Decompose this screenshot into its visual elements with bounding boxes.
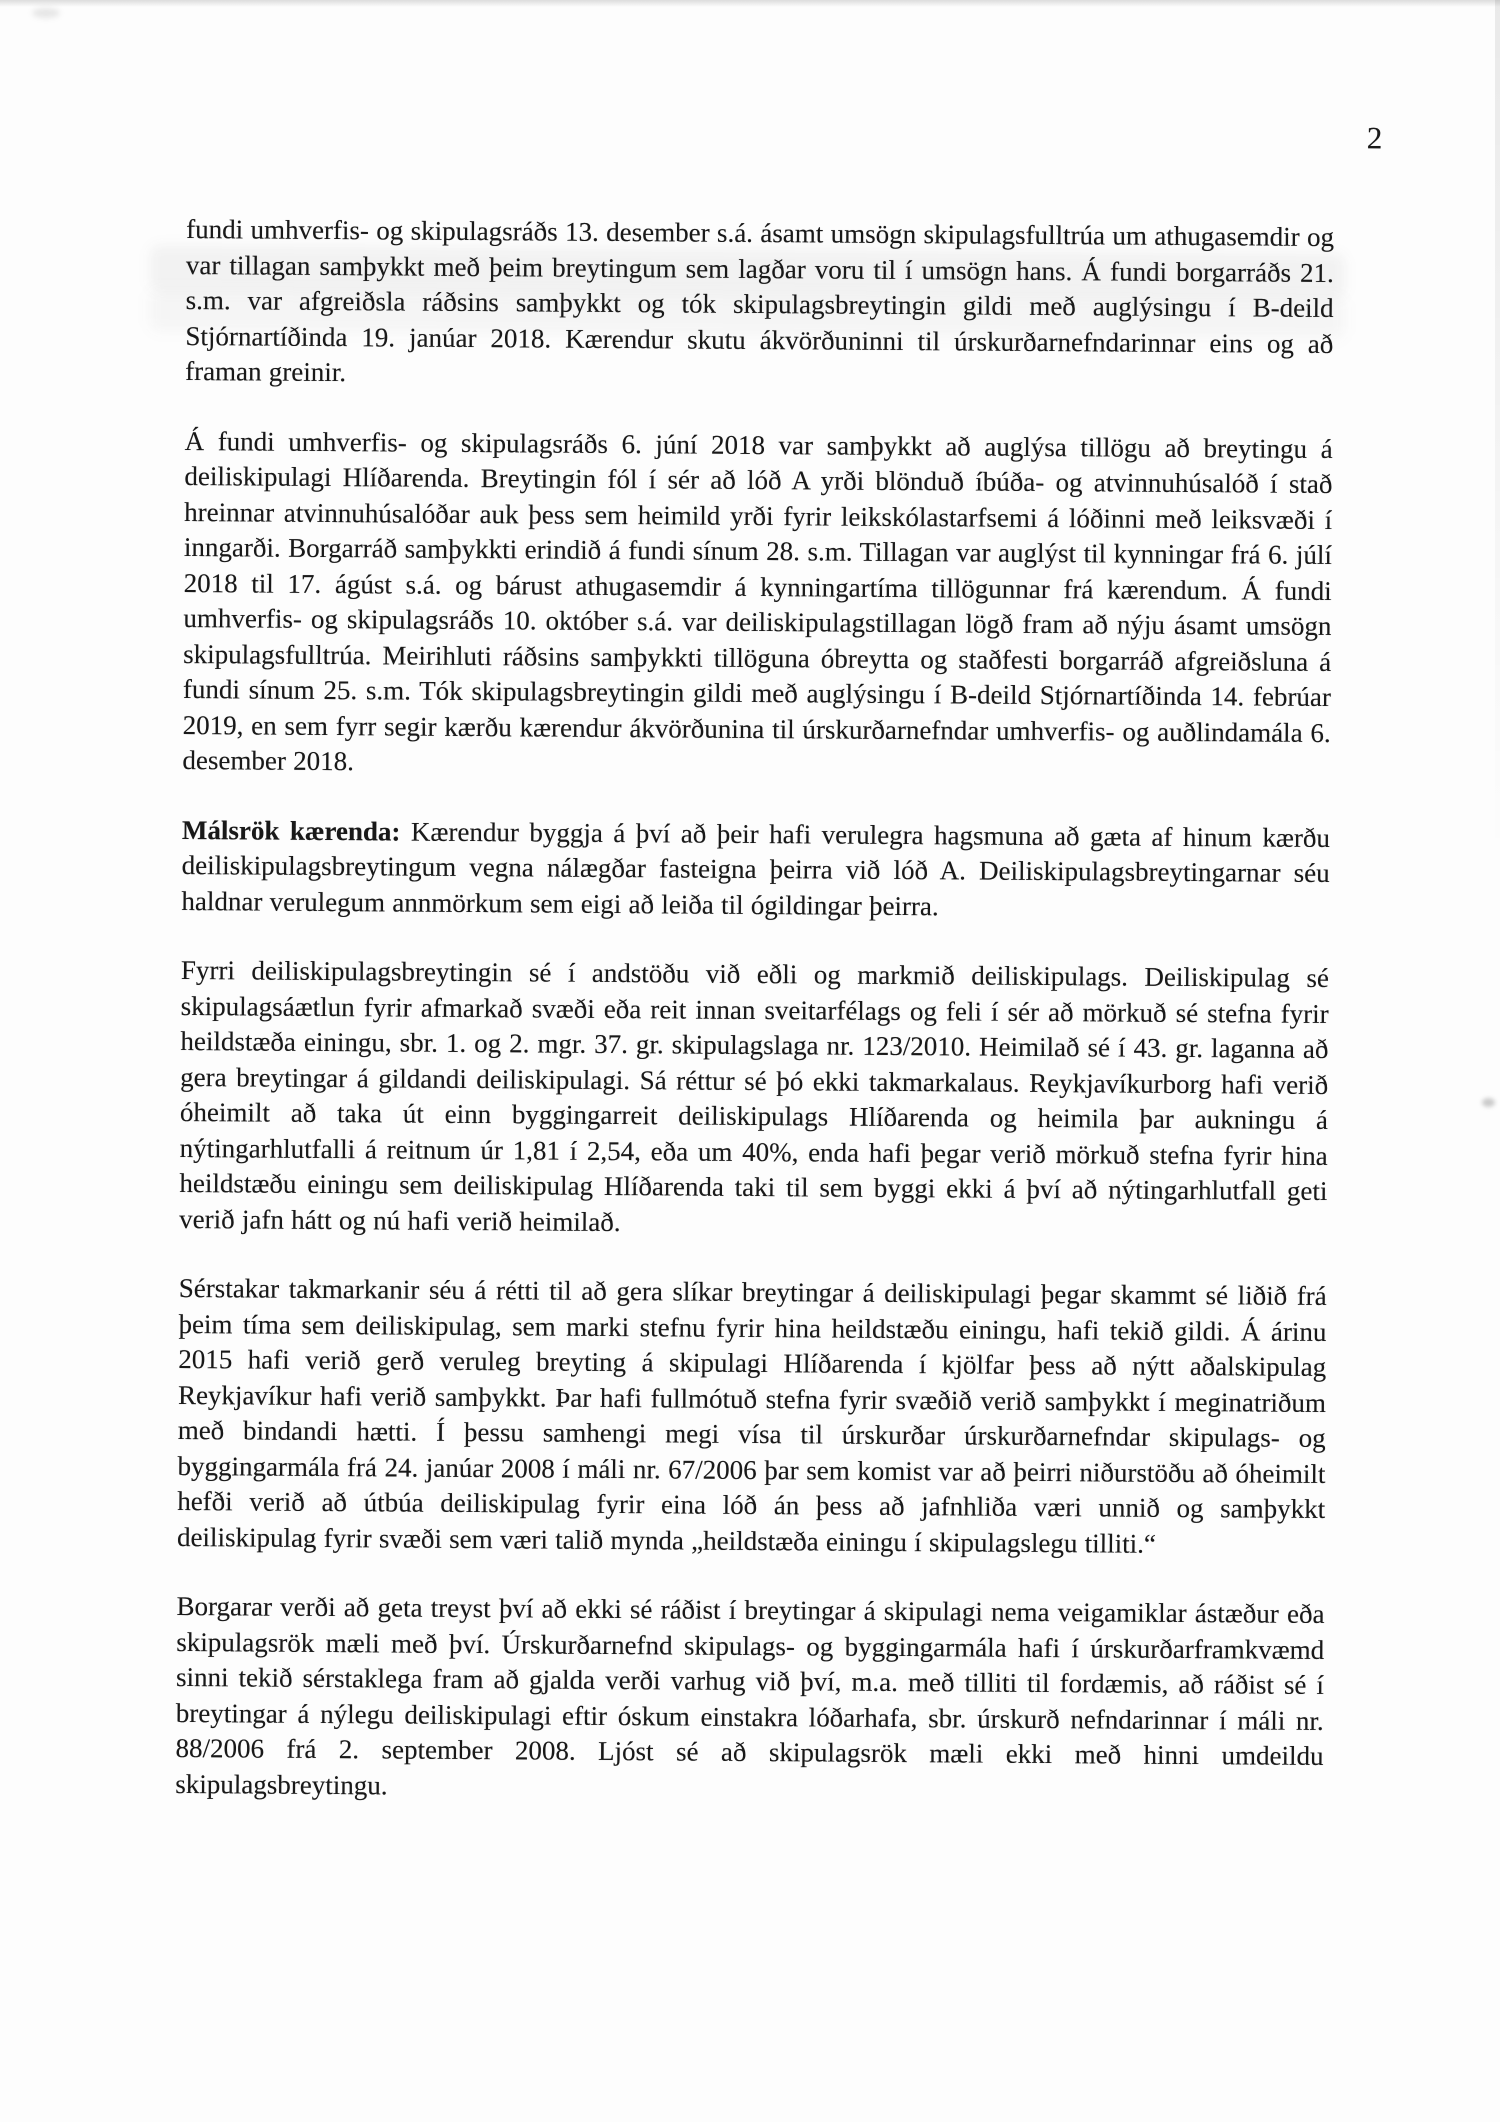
page-number: 2 bbox=[1366, 120, 1383, 156]
paragraph-text: Kærendur byggja á því að þeir hafi verulegra hagsmuna að gæta af hinum kærðu deiliskipulagsbreytingum vegna nálægðar fasteigna þeirra við lóð A. Deiliskipulagsbreytingarnar séu haldnar verulegum annmörkum sem eigi að leiða til ógildingar þeirra. bbox=[181, 816, 1331, 921]
paragraph-text: fundi umhverfis- og skipulagsráðs 13. desember s.á. ásamt umsögn skipulagsfulltrúa um athugasemdir og var tillagan samþykkt með þeim breytingum sem lagðar voru til í umsögn hans. Á fundi borgarráðs 21. s.m. var afgreiðsla ráðsins samþykkt og tók skipulagsbreytingin gildi með auglýsingu í B-deild Stjórnartíðinda 19. janúar 2018. Kærendur skutu ákvörðuninni til úrskurðarnefndarinnar eins og að framan greinir. bbox=[185, 214, 1335, 388]
paragraph-lead: Málsrök kærenda: bbox=[181, 814, 401, 847]
paragraph bbox=[181, 812, 1330, 927]
paragraph-text: Fyrri deiliskipulagsbreytingin sé í andstöðu við eðli og markmið deiliskipulags. Deiliskipulag sé skipulagsáætlun fyrir afmarkað svæði eða reit innan sveitarfélags og feli í sér að mörkuð sé stefna fyrir heildstæða einingu, sbr. 1. og 2. mgr. 37. gr. skipulagslaga nr. 123/2010. Heimilað sé í 43. gr. laganna að gera breytingar á gildandi deiliskipulagi. Sá réttur sé þó ekki takmarkalaus. Reykjavíkurborg hafi verið óheimilt að taka út einn byggingarreit deiliskipulags Hlíðarenda og heimila þar aukningu á nýtingarhlutfalli á reitnum úr 1,81 í 2,54, eða um 40%, enda hafi þegar verið mörkuð stefna fyrir hina heildstæðu einingu sem deiliskipulag Hlíðarenda taki til sem byggi ekki á því að nýtingarhlutfall geti verið jafn hátt og nú hafi verið heimilað. bbox=[179, 954, 1330, 1237]
paragraph-text: Á fundi umhverfis- og skipulagsráðs 6. júní 2018 var samþykkt að auglýsa tillögu að breytingu á deiliskipulagi Hlíðarenda. Breytingin fól í sér að lóð A yrði blönduð íbúða- og atvinnuhúsalóð í stað hreinnar atvinnuhúsalóðar auk þess sem heimild yrði fyrir leikskólastarfsemi á lóðinni með leiksvæði í inngarði. Borgarráð samþykkti erindið á fundi sínum 28. s.m. Tillagan var auglýst til kynningar frá 6. júlí 2018 til 17. ágúst s.á. og bárust athugasemdir á kynningartíma tillögunnar frá kærendum. Á fundi umhverfis- og skipulagsráðs 10. október s.á. var deiliskipulagstillagan lögð fram að nýju ásamt umsögn skipulagsfulltrúa. Meirihluti ráðsins samþykkti tillöguna óbreytta og staðfesti borgarráð afgreiðsluna á fundi sínum 25. s.m. Tók skipulagsbreytingin gildi með auglýsingu í B-deild Stjórnartíðinda 14. febrúar 2019, en sem fyrr segir kærðu kærendur ákvörðunina til úrskurðarnefndar umhverfis- og auðlindamála 6. desember 2018. bbox=[182, 425, 1333, 777]
document-body bbox=[175, 212, 1334, 1810]
paragraph bbox=[177, 1271, 1327, 1563]
paragraph bbox=[175, 1589, 1324, 1810]
paragraph-text: Sérstakar takmarkanir séu á rétti til að gera slíkar breytingar á deiliskipulagi þegar skammt sé liðið frá þeim tíma sem deiliskipulag, sem marki stefnu fyrir hina heildstæðu einingu, hafi tekið gildi. Á árinu 2015 hafi verið gerð veruleg breyting á skipulagi Hlíðarenda í kjölfar þess að nýtt aðalskipulag Reykjavíkur hafi verið samþykkt. Þar hafi fullmótuð stefna fyrir svæðið verið samþykkt í meginatriðum með bindandi hætti. Í þessu samhengi megi vísa til úrskurðar úrskurðarnefndar skipulags- og byggingarmála frá 24. janúar 2008 í máli nr. 67/2006 þar sem komist var að þeirri niðurstöðu að óheimilt hefði verið að útbúa deiliskipulag fyrir eina lóð án þess að jafnhliða væri unnið og samþykkt deiliskipulag fyrir svæði sem væri talið mynda „heildstæða einingu í skipulagslegu tilliti.“ bbox=[176, 1272, 1327, 1559]
paragraph-text: Borgarar verði að geta treyst því að ekki sé ráðist í breytingar á skipulagi nema veigamiklar ástæður eða skipulagsrök mæli með því. Úrskurðarnefnd skipulags- og byggingarmála hafi í úrskurðarframkvæmd sinni tekið sérstaklega fram að gjalda verði varhug við því, m.a. með tilliti til fordæmis, að ráðist sé í breytingar á nýlegu deiliskipulagi eftir óskum einstakra lóðarhafa, sbr. úrskurð nefndarinnar í máli nr. 88/2006 frá 2. september 2008. Ljóst sé að skipulagsrök mæli ekki með hinni umdeildu skipulagsbreytingu. bbox=[175, 1590, 1325, 1800]
paragraph bbox=[179, 953, 1329, 1245]
paragraph bbox=[182, 423, 1332, 786]
paragraph bbox=[185, 212, 1334, 398]
